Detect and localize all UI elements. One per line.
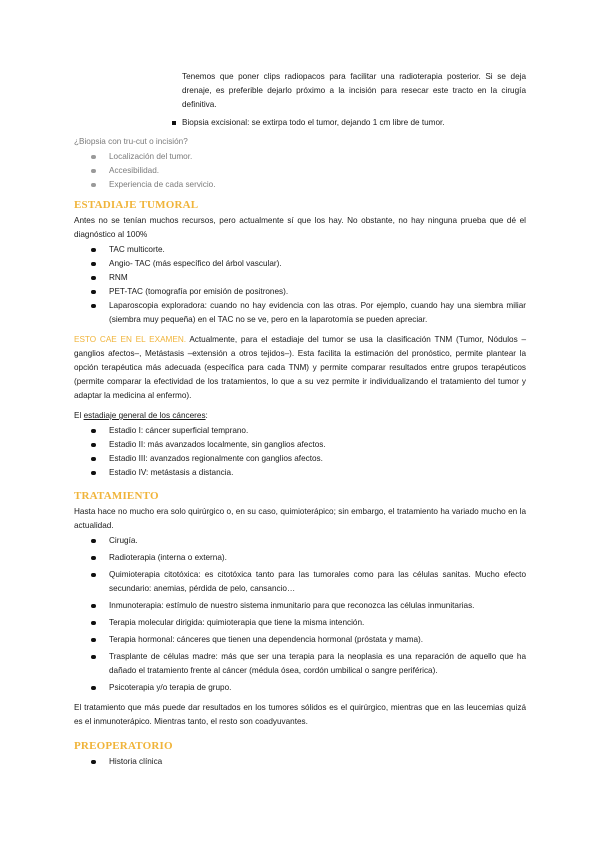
list-item: Localización del tumor. — [74, 150, 526, 164]
biopsy-list — [74, 150, 526, 192]
list-item: TAC multicorte. — [74, 243, 526, 257]
list-item: Trasplante de células madre: más que ser una terapia para la neoplasia es una reparación de aquello que ha dañado el tratamiento frente al cáncer (médula ósea, cordón umbilical o sangre periférica). — [74, 650, 526, 678]
staging-tests-list — [74, 243, 526, 327]
list-item: Psicoterapia y/o terapia de grupo. — [74, 681, 526, 695]
exam-text: Actualmente, para el estadiaje del tumor se usa la clasificación TNM (Tumor, Nódulos –ganglios afectos–, Metástasis –extensión a otros tejidos–). Esta facilita la estimación del pronóstico, permite plantear la opción terapéutica más adecuada (específica para cada TNM) y permite comparar resultados entre grupos terapéuticos (permite comparar la efectividad de los tratamientos, lo que a su vez permite ir individualizando el tratamiento del tumor y adaptar la medicina al enfermo). — [74, 335, 527, 400]
treatment-intro: Hasta hace no mucho era solo quirúrgico o, en su caso, quimioterápico; sin embargo, el tratamiento ha variado mucho en la actualidad. — [74, 507, 526, 530]
excisional-list — [182, 116, 526, 130]
list-item: Angio- TAC (más específico del árbol vascular). — [74, 257, 526, 271]
list-item: Terapia hormonal: cánceres que tienen una dependencia hormonal (próstata y mama). — [74, 633, 526, 647]
list-item: Estadio IV: metástasis a distancia. — [74, 466, 526, 480]
general-staging-title — [74, 409, 526, 423]
biopsy-question: ¿Biopsia con tru-cut o incisión? — [74, 137, 188, 146]
list-item: Estadio III: avanzados regionalmente con ganglios afectos. — [74, 452, 526, 466]
biopsy-section — [74, 135, 526, 192]
list-item: Experiencia de cada servicio. — [74, 178, 526, 192]
list-item: Inmunoterapia: estímulo de nuestro sistema inmunitario para que reconozca las células inmunitarias. — [74, 599, 526, 613]
list-item: Radioterapia (interna o externa). — [74, 551, 526, 565]
list-item: Historia clínica — [74, 755, 526, 769]
general-suffix: : — [205, 411, 208, 420]
stages-list — [74, 424, 526, 480]
preop-list — [74, 755, 526, 769]
general-underlined: estadiaje general de los cánceres — [83, 411, 206, 420]
staging-intro: Antes no se tenían muchos recursos, pero actualmente sí que los hay. No obstante, no hay ninguna prueba que dé el diagnóstico al 100% — [74, 216, 526, 239]
preop-section — [74, 739, 526, 769]
list-item: PET-TAC (tomografía por emisión de positrones). — [74, 285, 526, 299]
list-item: Laparoscopia exploradora: cuando no hay evidencia con las otras. Por ejemplo, cuando hay una siembra miliar (siembra muy pequeña) en el TAC no se ve, pero en la laparotomía se pueden apreciar. — [74, 299, 526, 327]
list-item: Biopsia excisional: se extirpa todo el tumor, dejando 1 cm libre de tumor. — [182, 116, 526, 130]
list-item: Cirugía. — [74, 534, 526, 548]
exam-lead: ESTO CAE EN EL EXAMEN. — [74, 335, 187, 344]
list-item: Estadio II: más avanzados localmente, sin ganglios afectos. — [74, 438, 526, 452]
staging-section — [74, 198, 526, 480]
treatment-section — [74, 489, 526, 729]
treatment-closing: El tratamiento que más puede dar resultados en los tumores sólidos es el quirúrgico, mientras que en las leucemias quizá es el inmunoterápico. Mientras tanto, el resto son coadyuvantes. — [74, 703, 526, 726]
list-item: Estadio I: cáncer superficial temprano. — [74, 424, 526, 438]
general-prefix: El — [74, 411, 84, 420]
section-heading: PREOPERATORIO — [74, 740, 173, 752]
list-item: RNM — [74, 271, 526, 285]
section-heading: ESTADIAJE TUMORAL — [74, 199, 199, 211]
list-item: Terapia molecular dirigida: quimioterapia que tiene la misma intención. — [74, 616, 526, 630]
intro-section — [182, 70, 526, 130]
intro-paragraph: Tenemos que poner clips radiopacos para facilitar una radioterapia posterior. Si se deja drenaje, es preferible dejarlo próximo a la incisión para resecar este tracto en la cirugía definitiva. — [182, 72, 526, 109]
section-heading: TRATAMIENTO — [74, 490, 159, 502]
list-item: Accesibilidad. — [74, 164, 526, 178]
treatment-list — [74, 534, 526, 695]
exam-paragraph — [74, 333, 526, 403]
list-item: Quimioterapia citotóxica: es citotóxica tanto para las tumorales como para las células sanitas. Mucho efecto secundario: anemias, pérdida de pelo, cansancio… — [74, 568, 526, 596]
